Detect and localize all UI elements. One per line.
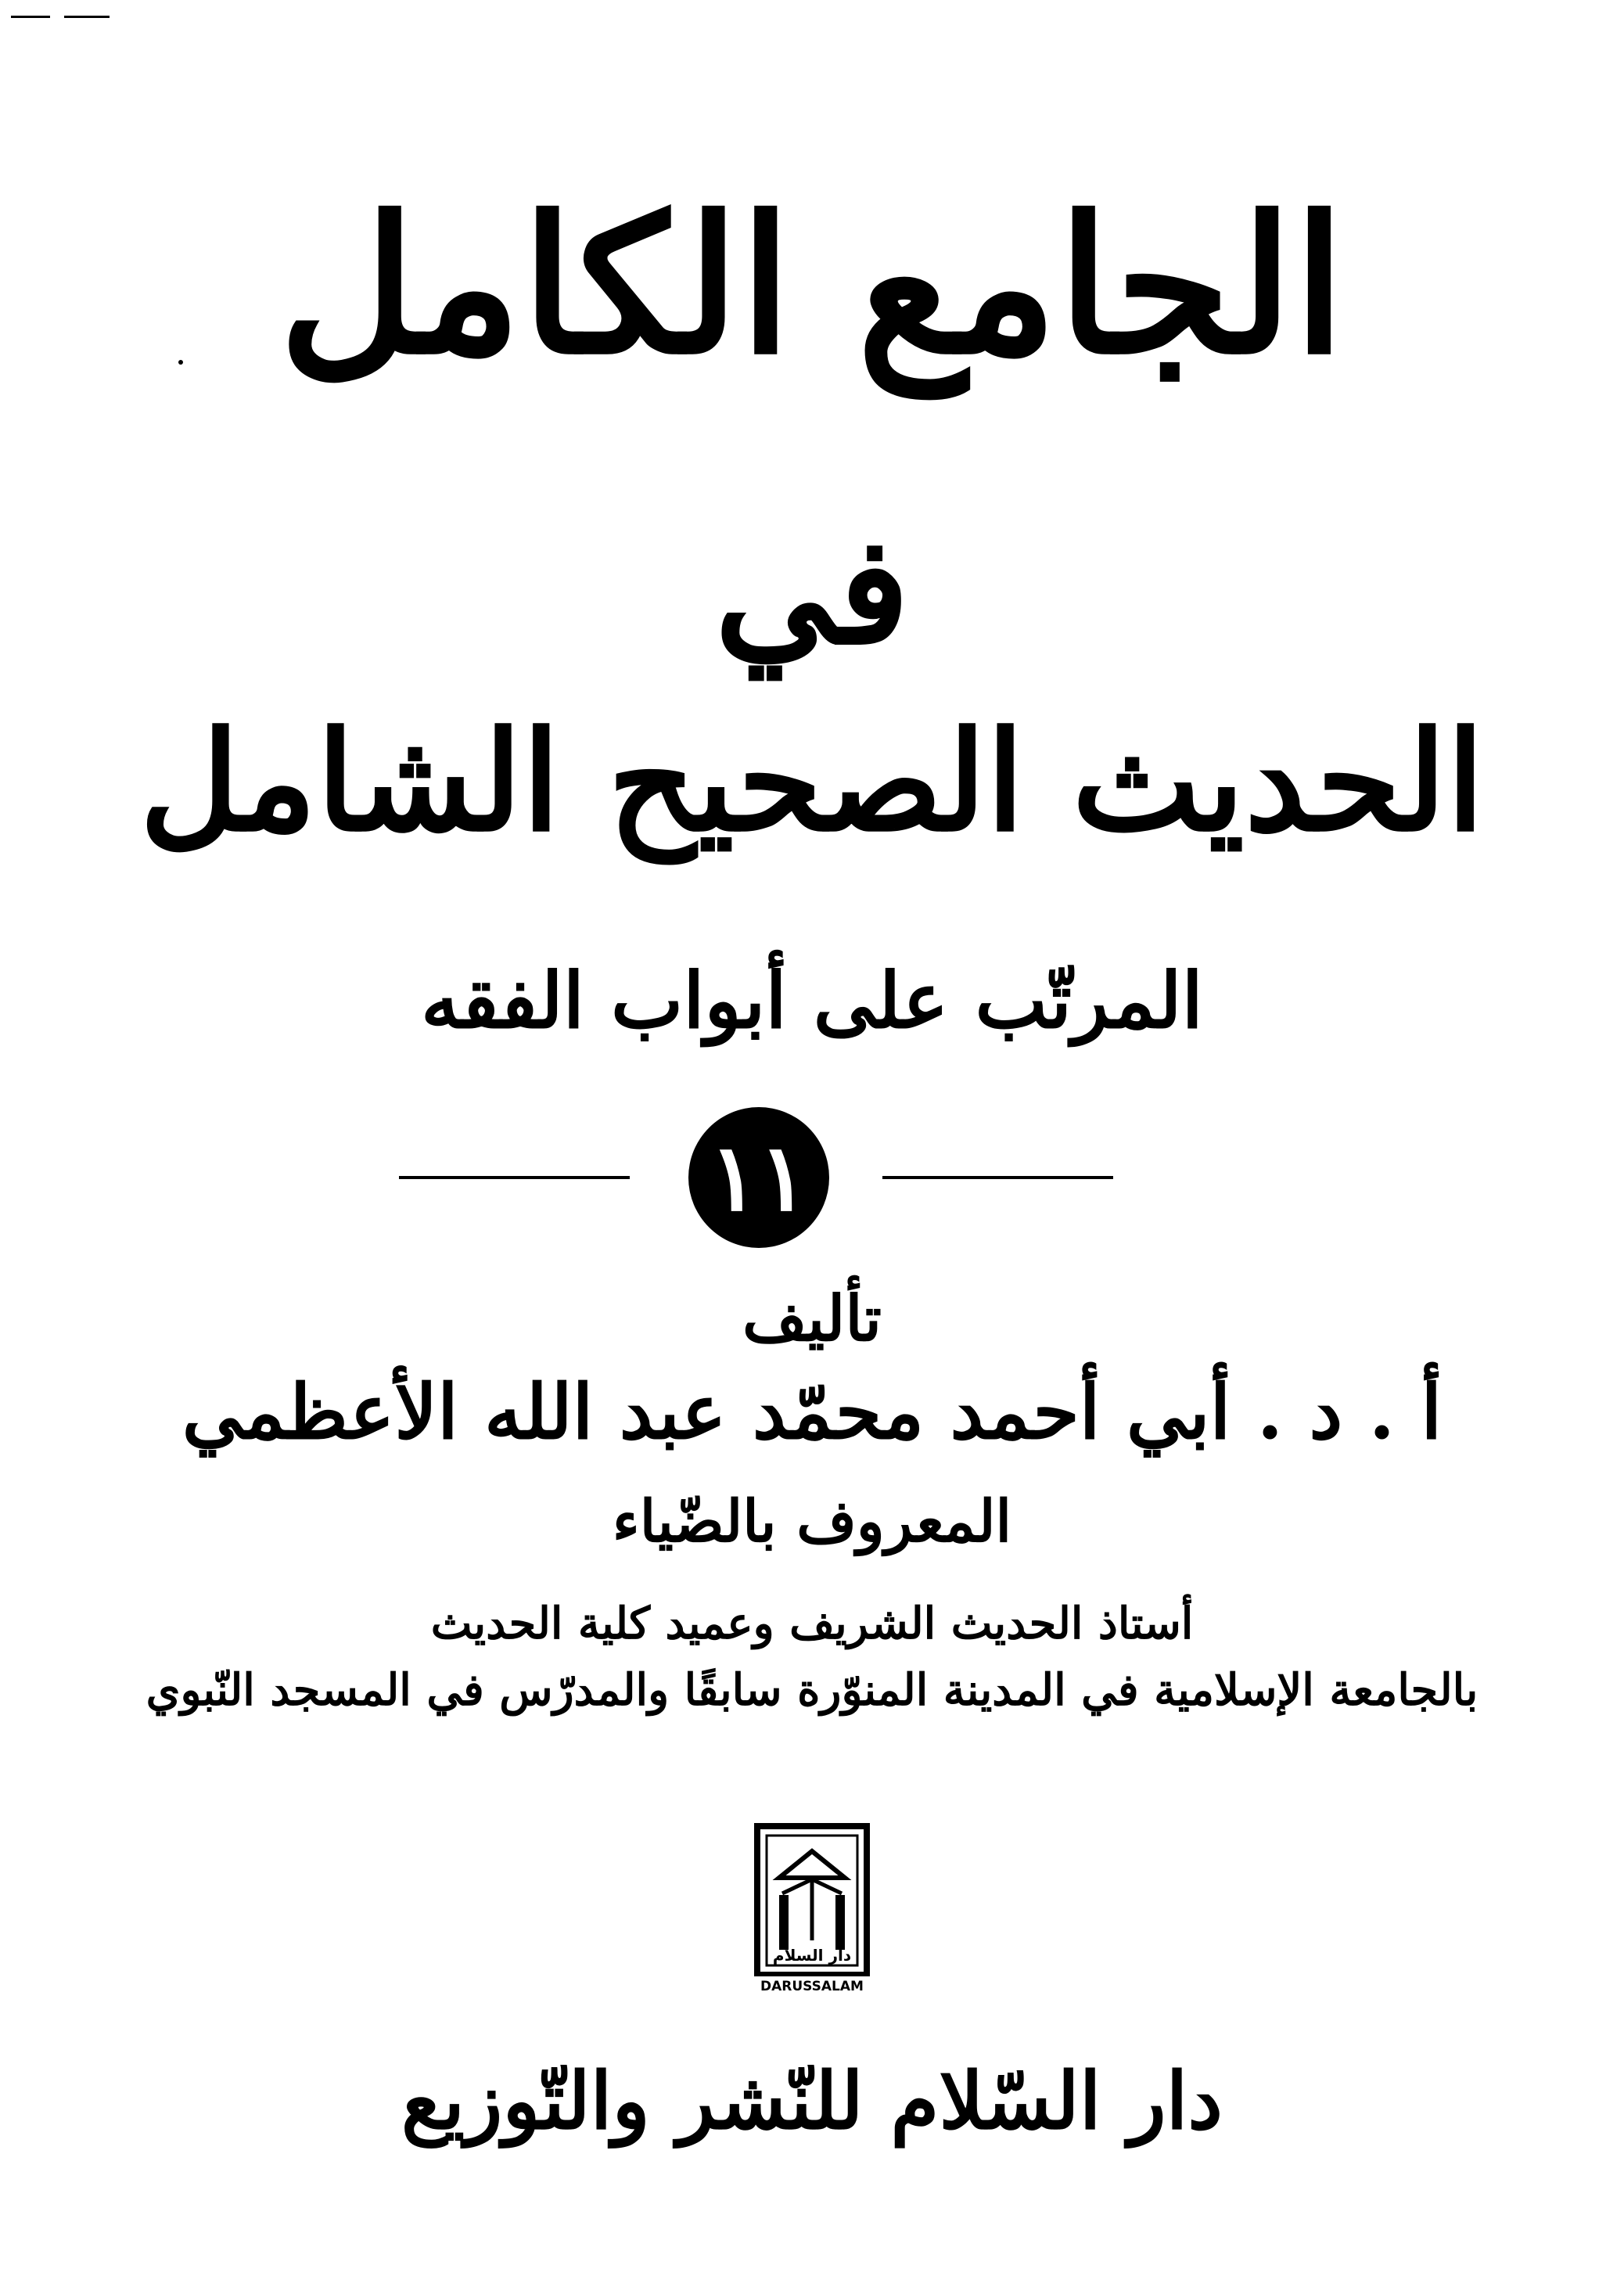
author-name: أ . د . أبي أحمد محمّد عبد الله الأعظمي (181, 1368, 1443, 1456)
publisher-logo-latin: DARUSSALAM (760, 1979, 864, 1994)
author-known-as: المعروف بالضّياء (612, 1488, 1012, 1555)
book-subtitle: المرتّب على أبواب الفقه (421, 956, 1203, 1046)
publisher-logo (734, 1823, 890, 1995)
title-connector: في (714, 503, 910, 678)
book-subtitle-main: الحديث الصحيح الشامل (139, 702, 1485, 862)
volume-rule-right (882, 1176, 1113, 1179)
author-position-line2: بالجامعة الإسلامية في المدينة المنوّرة سابقًا والمدرّس في المسجد النّبوي (146, 1664, 1478, 1716)
publisher-logo-arabic: دار السلام (772, 1946, 852, 1965)
author-position-line1: أستاذ الحديث الشريف وعميد كلية الحديث (430, 1598, 1194, 1649)
book-title: الجامع الكامل (278, 175, 1346, 396)
scan-mark-left (11, 16, 50, 18)
publisher-name: دار السّلام للنّشر والتّوزيع (401, 2055, 1223, 2147)
scan-mark-right (64, 16, 110, 18)
volume-number-badge: ١١ (688, 1107, 829, 1248)
authored-by-label: تأليف (742, 1282, 882, 1355)
volume-rule-left (399, 1176, 630, 1179)
